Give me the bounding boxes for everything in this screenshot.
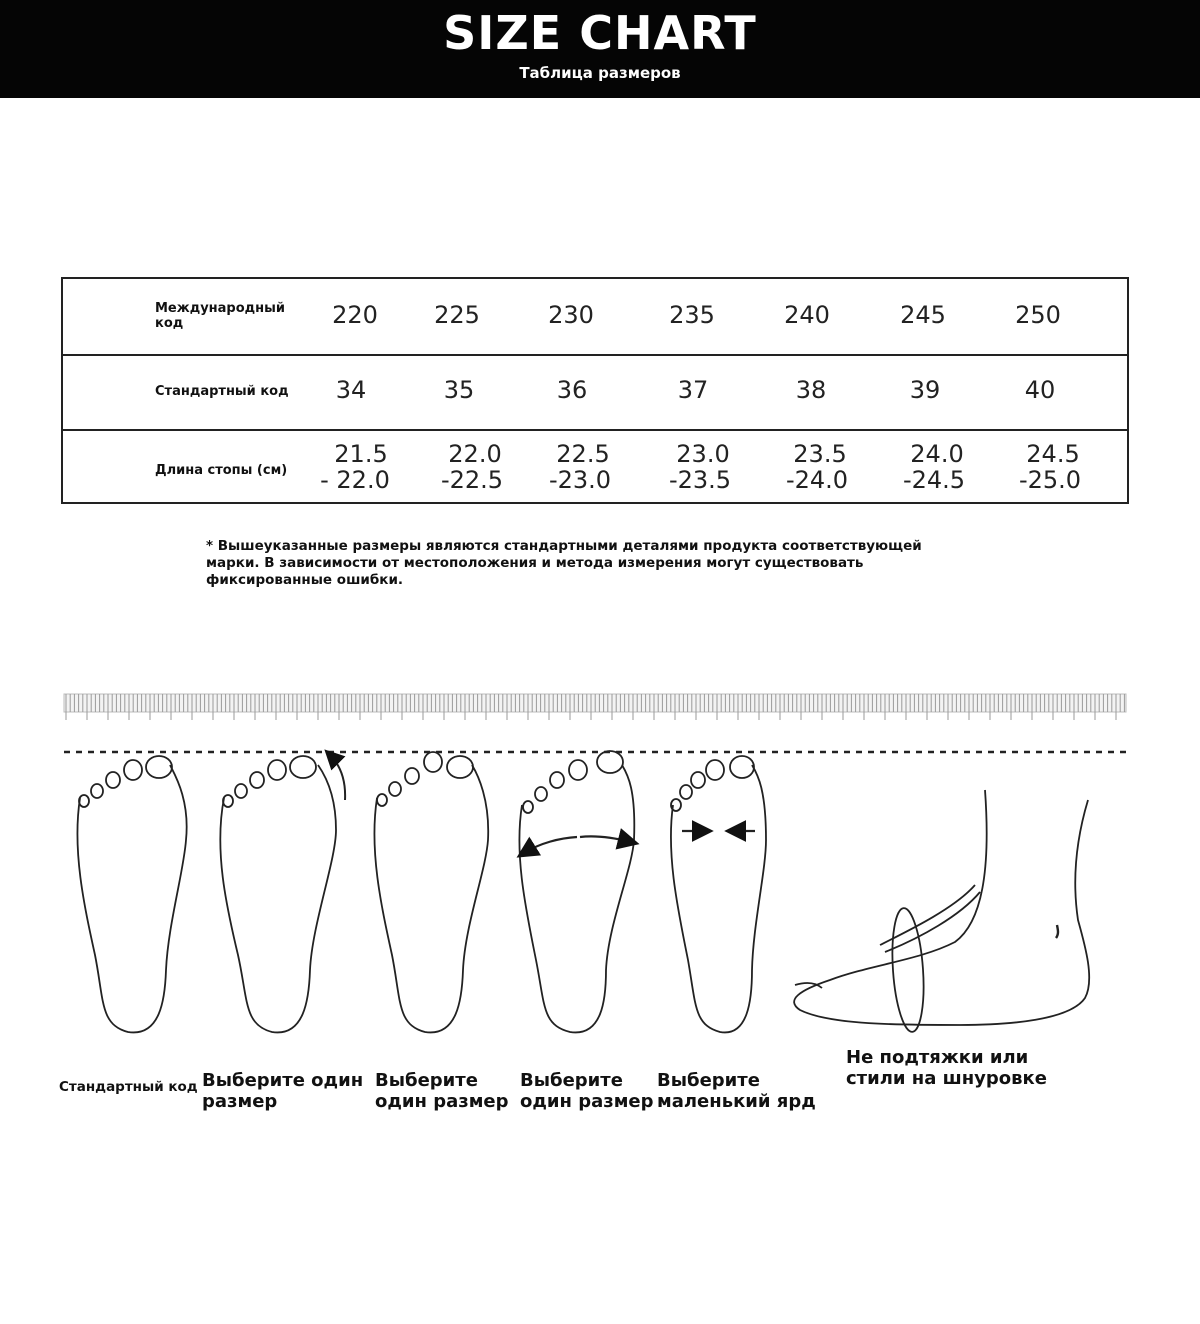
table-cell: 245: [900, 301, 946, 329]
foot-outline-5: [671, 756, 766, 1032]
table-cell: 34: [335, 376, 367, 404]
caption-side-foot: [846, 1047, 1047, 1089]
foot-outline-3: [374, 752, 488, 1032]
table-cell: [889, 441, 979, 493]
size-table: [61, 277, 1129, 504]
size-chart-header: [0, 0, 1200, 98]
table-cell: 39: [909, 376, 941, 404]
table-cell: [535, 441, 625, 493]
range-start: 21.5: [334, 440, 388, 468]
range-start: 24.5: [1026, 440, 1080, 468]
table-cell: 40: [1024, 376, 1056, 404]
caption-line: Выберите: [657, 1070, 760, 1091]
caption-line: один размер: [520, 1091, 654, 1112]
range-start: 23.5: [793, 440, 847, 468]
table-cell: 225: [434, 301, 480, 329]
table-row-international-code: [63, 279, 1127, 356]
measurement-note: * Вышеуказанные размеры являются стандартными деталями продукта соответствующей марки. В зависимости от местоположения и метода измерения могут существовать фиксированные ошибки.: [206, 538, 922, 588]
table-cell: [427, 441, 517, 493]
range-end: -23.5: [668, 466, 732, 494]
foot-outline-4: [519, 751, 634, 1032]
range-start: 22.0: [448, 440, 502, 468]
caption-line: один размер: [375, 1091, 509, 1112]
caption-line: Не подтяжки или: [846, 1047, 1029, 1068]
page-title: SIZE CHART: [443, 6, 757, 60]
range-end: -23.0: [548, 466, 612, 494]
table-cell: 235: [669, 301, 715, 329]
row-label: Международный код: [155, 301, 285, 331]
range-end: -24.0: [785, 466, 849, 494]
row-label: Стандартный код: [155, 384, 289, 399]
foot-measurement-diagram: [0, 680, 1200, 1060]
caption-line: Выберите: [520, 1070, 623, 1091]
caption-foot-1: [202, 1070, 363, 1112]
table-row-standard-code: [63, 354, 1127, 431]
caption-line: размер: [202, 1091, 278, 1112]
side-foot-outline: [794, 790, 1089, 1033]
table-cell: 230: [548, 301, 594, 329]
range-end: -25.0: [1018, 466, 1082, 494]
range-start: 24.0: [910, 440, 964, 468]
table-cell: 37: [677, 376, 709, 404]
table-cell: 38: [795, 376, 827, 404]
range-end: - 22.0: [320, 466, 390, 494]
table-cell: 36: [556, 376, 588, 404]
table-row-foot-length: [63, 429, 1127, 504]
foot-outline-1: [77, 756, 186, 1032]
caption-line: Выберите один: [202, 1070, 364, 1091]
caption-line: стили на шнуровке: [846, 1068, 1047, 1089]
table-cell: [310, 441, 400, 493]
table-cell: 240: [784, 301, 830, 329]
caption-standard-code: Стандартный код: [59, 1079, 198, 1095]
row-label: Длина стопы (см): [155, 463, 288, 478]
caption-foot-3: [520, 1070, 654, 1112]
foot-outline-2: [220, 755, 345, 1032]
range-end: -22.5: [440, 466, 504, 494]
caption-line: Выберите: [375, 1070, 478, 1091]
table-cell: 35: [443, 376, 475, 404]
caption-foot-2: [375, 1070, 509, 1112]
table-cell: 220: [332, 301, 378, 329]
page-subtitle: Таблица размеров: [519, 64, 681, 82]
range-start: 23.0: [676, 440, 730, 468]
caption-line: маленький ярд: [657, 1091, 816, 1112]
table-cell: [772, 441, 862, 493]
table-cell: 250: [1015, 301, 1061, 329]
range-start: 22.5: [556, 440, 610, 468]
table-cell: [1005, 441, 1095, 493]
table-cell: [655, 441, 745, 493]
ruler: [64, 694, 1126, 720]
caption-foot-4: [657, 1070, 816, 1112]
range-end: -24.5: [902, 466, 966, 494]
